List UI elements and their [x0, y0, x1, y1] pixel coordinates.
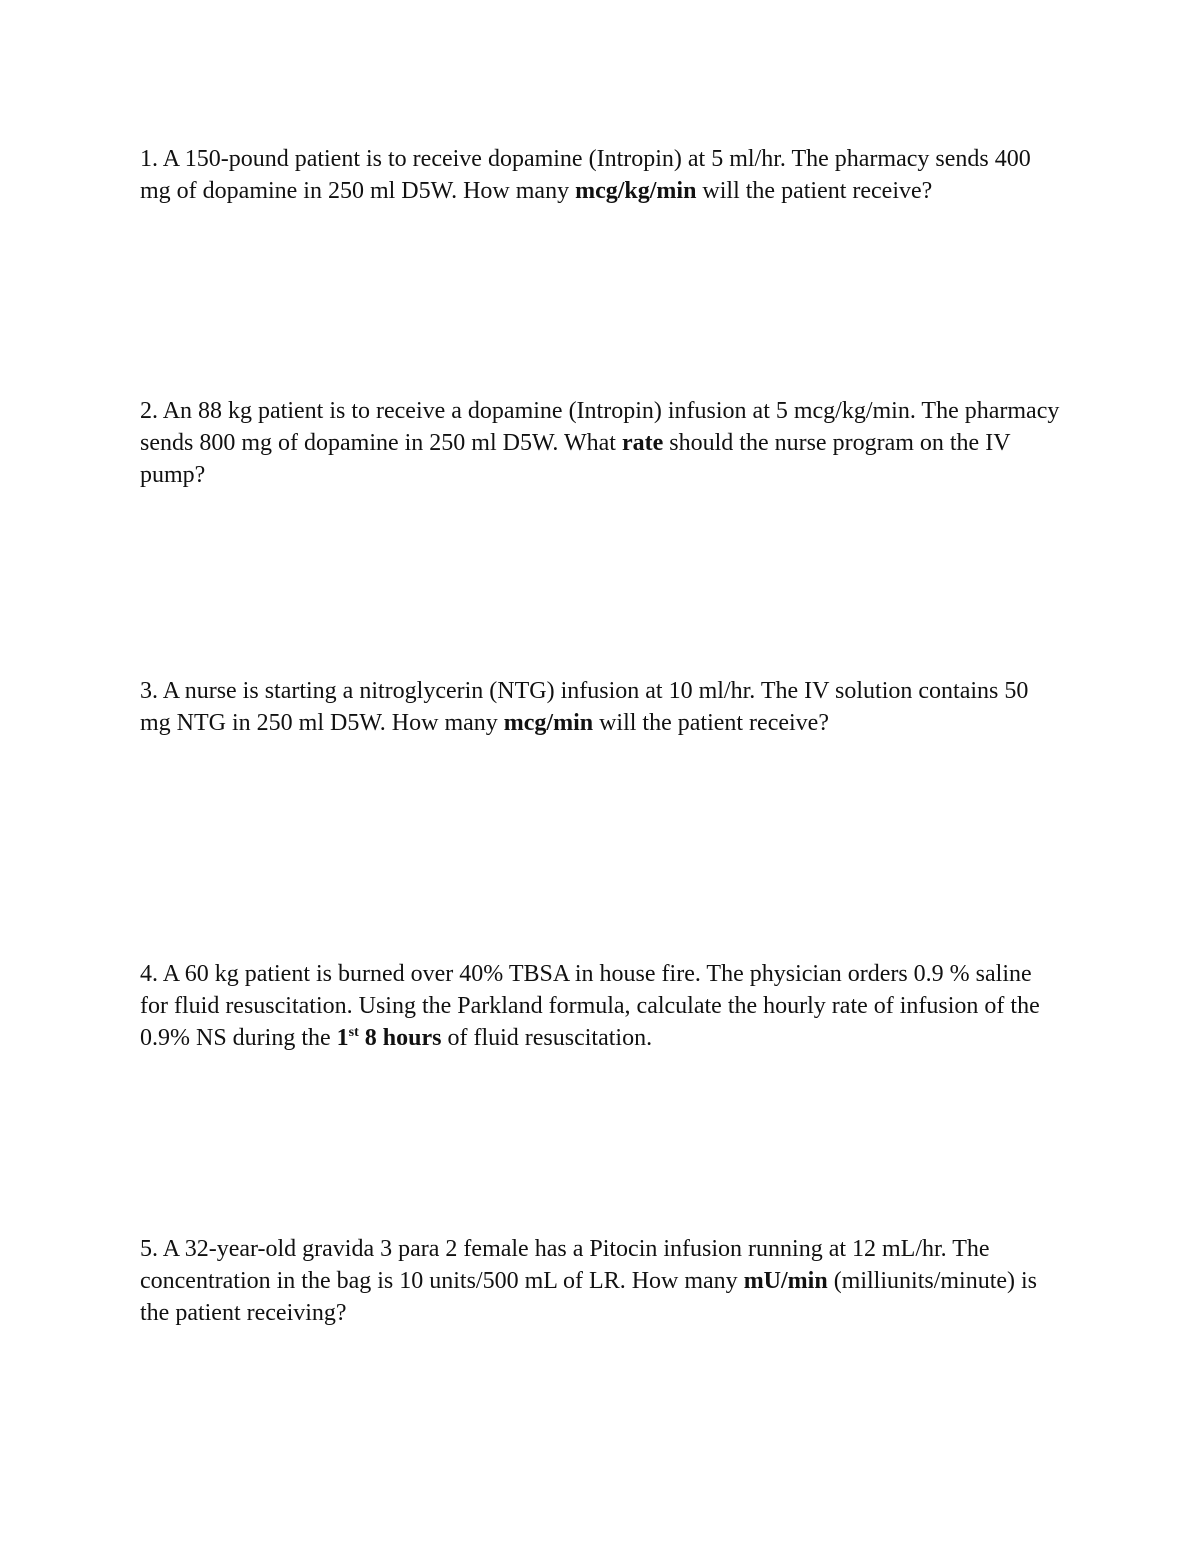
question-5-text: A 32-year-old gravida 3 para 2 female has a Pitocin infusion running at 12 mL/hr. The concentration in the bag is 10 units/500 mL of LR. How many	[140, 1236, 990, 1294]
question-2-text: An 88 kg patient is to receive a dopamine (Intropin) infusion at 5 mcg/kg/min. The pharmacy sends 800 mg of dopamine in 250 ml D5W. What	[140, 398, 1060, 456]
question-3-text: A nurse is starting a nitroglycerin (NTG) infusion at 10 ml/hr. The IV solution contains 50 mg NTG in 250 ml D5W. How many	[140, 678, 1029, 736]
question-3-unit-bold: mcg/min	[503, 710, 594, 736]
question-2	[140, 395, 1065, 491]
question-3-text-end: will the patient receive?	[593, 710, 829, 736]
question-5	[140, 1233, 1065, 1329]
question-1	[140, 143, 1065, 207]
question-5-text-end: (milliunits/minute) is the patient receiving?	[140, 1268, 1038, 1326]
question-1-text: A 150-pound patient is to receive dopamine (Intropin) at 5 ml/hr. The pharmacy sends 400 mg of dopamine in 250 ml D5W. How many	[140, 146, 1031, 204]
question-1-number: 1.	[140, 146, 158, 172]
question-4-hours-bold: 8 hours	[358, 1025, 442, 1051]
question-4-ordinal-sup: st	[348, 1025, 359, 1040]
question-2-text-end: should the nurse program on the IV pump?	[140, 430, 1011, 488]
question-2-number: 2.	[140, 398, 158, 424]
question-5-unit-bold: mU/min	[743, 1268, 828, 1294]
question-4	[140, 958, 1065, 1054]
question-2-rate-bold: rate	[621, 430, 664, 456]
question-3	[140, 675, 1065, 739]
question-1-unit-bold: mcg/kg/min	[575, 178, 697, 204]
question-4-number: 4.	[140, 961, 158, 987]
question-1-text-end: will the patient receive?	[696, 178, 933, 204]
question-5-number: 5.	[140, 1236, 158, 1262]
question-3-number: 3.	[140, 678, 158, 704]
question-4-text-end: of fluid resuscitation.	[441, 1025, 653, 1051]
question-4-text: A 60 kg patient is burned over 40% TBSA in house fire. The physician orders 0.9 % saline for fluid resuscitation. Using the Parkland formula, calculate the hourly rate of infusion of the 0.9% NS during the	[140, 961, 1040, 1051]
question-4-first-bold: 1	[336, 1025, 349, 1051]
